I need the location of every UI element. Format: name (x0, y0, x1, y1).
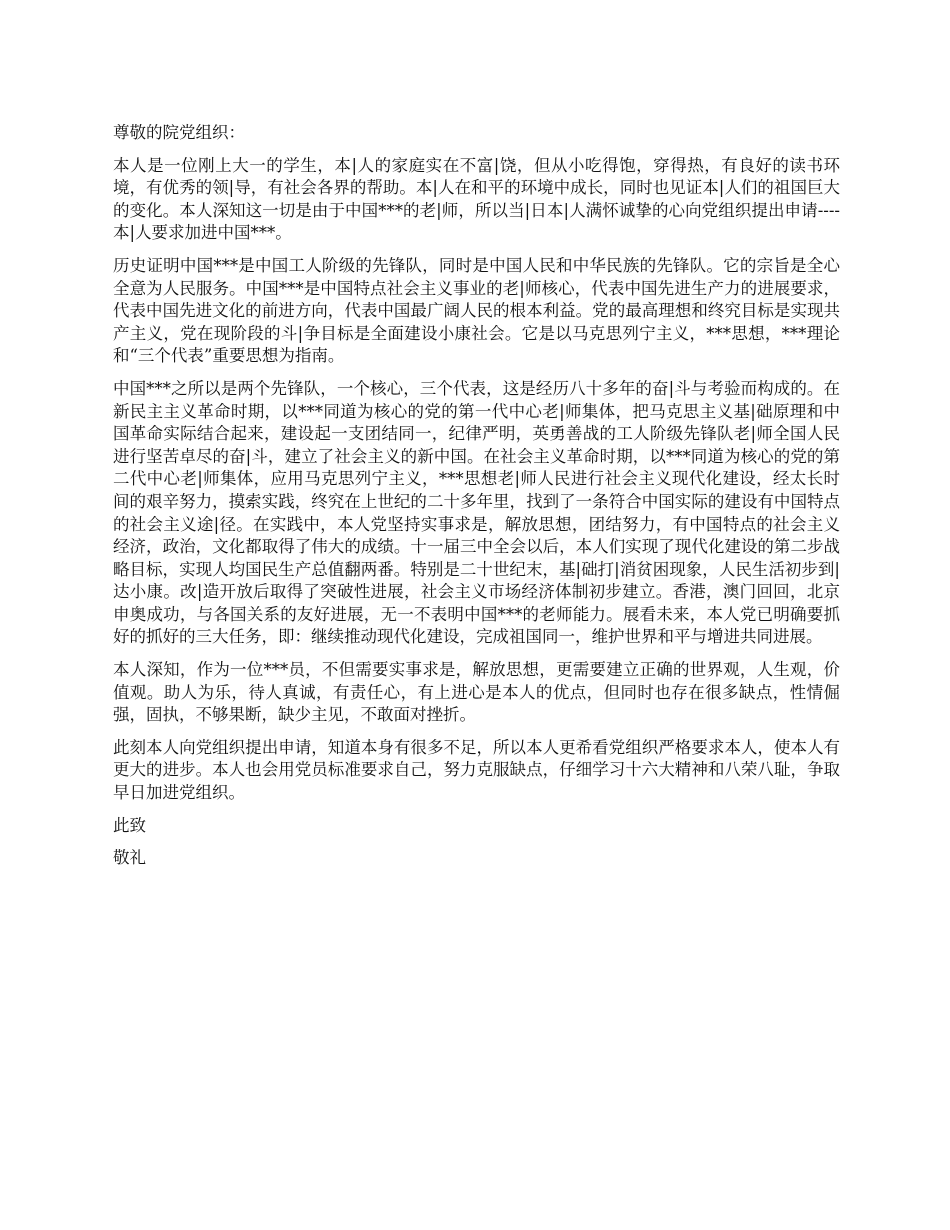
paragraph-3: 中国***之所以是两个先锋队，一个核心，三个代表，这是经历八十多年的奋|斗与考验而构成的。在新民主主义革命时期，以***同道为核心的党的第一代中心老|师集体，把马克思主义基|础原理和中国革命实际结合起来，建设起一支团结同一，纪律严明，英勇善战的工人阶级先锋队老|师全国人民进行坚苦卓尽的奋|斗，建立了社会主义的新中国。在社会主义革命时期，以***同道为核心的党的第二代中心老|师集体，应用马克思列宁主义，***思想老|师人民进行社会主义现代化建设，经太长时间的艰辛努力，摸索实践，终究在上世纪的二十多年里，找到了一条符合中国实际的建设有中国特点的社会主义途|径。在实践中，本人党坚持实事求是，解放思想，团结努力，有中国特点的社会主义经济，政治，文化都取得了伟大的成绩。十一届三中全会以后，本人们实现了现代化建设的第二步战略目标，实现人均国民生产总值翻两番。特别是二十世纪末，基|础打|消贫困现象，人民生活初步到|达小康。改|造开放后取得了突破性进展，社会主义市场经济体制初步建立。香港，澳门回回，北京申奥成功，与各国关系的友好进展，无一不表明中国***的老师能力。展看未来，本人党已明确要抓好的抓好的三大任务，即：继续推动现代化建设，完成祖国同一，维护世界和平与增进共同进展。 (113, 378, 840, 647)
letter-body (113, 122, 840, 880)
closing-jing-li: 敬礼 (113, 848, 146, 868)
paragraph-5: 此刻本人向党组织提出申请，知道本身有很多不足，所以本人更希看党组织严格要求本人，使本人有更大的进步。本人也会用党员标准要求自己，努力克服缺点，仔细学习十六大精神和八荣八耻，争取早日加进党组织。 (113, 737, 840, 803)
paragraph-2: 历史证明中国***是中国工人阶级的先锋队，同时是中国人民和中华民族的先锋队。它的宗旨是全心全意为人民服务。中国***是中国特点社会主义事业的老|师核心，代表中国先进生产力的进展要求，代表中国先进文化的前进方向，代表中国最广阔人民的根本利益。党的最高理想和终究目标是实现共产主义，党在现阶段的斗|争目标是全面建设小康社会。它是以马克思列宁主义，***思想，***理论和“三个代表”重要思想为指南。 (113, 255, 840, 366)
paragraph-4: 本人深知，作为一位***员，不但需要实事求是，解放思想，更需要建立正确的世界观，人生观，价值观。助人为乐，待人真诚，有责任心，有上进心是本人的优点，但同时也存在很多缺点，性情倔强，固执，不够果断，缺少主见，不敢面对挫折。 (113, 660, 840, 725)
paragraph-1: 本人是一位刚上大一的学生，本|人的家庭实在不富|饶，但从小吃得饱，穿得热，有良好的读书环境，有优秀的领|导，有社会各界的帮助。本|人在和平的环境中成长，同时也见证本|人们的祖国巨大的变化。本人深知这一切是由于中国***的老|师，所以当|日本|人满怀诚挚的心向党组织提出申请---- 本|人要求加进中国***。 (113, 155, 840, 243)
salutation: 尊敬的院党组织： (113, 123, 245, 142)
closing-ci-zhi: 此致 (113, 815, 146, 835)
